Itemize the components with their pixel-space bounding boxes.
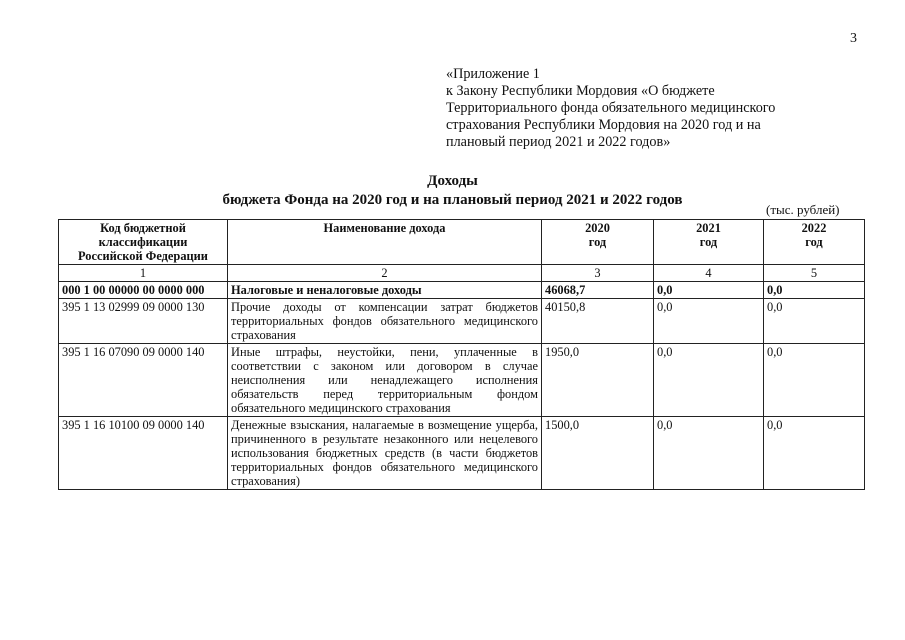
row-value-2020: 46068,7 <box>542 282 654 299</box>
title-line-1: Доходы <box>427 173 478 189</box>
column-number: 4 <box>654 265 764 282</box>
row-value-2022: 0,0 <box>764 282 865 299</box>
header-year: 2021 <box>696 221 721 235</box>
header-code-line: классификации <box>98 235 188 249</box>
row-name: Иные штрафы, неустойки, пени, уплаченные в соответствии с законом или договором в случае неисполнения или ненадлежащего исполнения обязательств перед территориальным фондом обязательного медицинского страхования <box>228 344 542 417</box>
table-row <box>59 299 865 344</box>
header-code <box>59 220 228 265</box>
row-value-2020: 40150,8 <box>542 299 654 344</box>
row-value-2021: 0,0 <box>654 417 764 490</box>
row-value-2021: 0,0 <box>654 282 764 299</box>
header-2022 <box>764 220 865 265</box>
row-code: 395 1 16 07090 09 0000 140 <box>59 344 228 417</box>
header-year: 2020 <box>585 221 610 235</box>
row-name: Прочие доходы от компенсации затрат бюджетов территориальных фондов обязательного медицинского страхования <box>228 299 542 344</box>
appendix-line: Территориального фонда обязательного медицинского <box>446 100 776 116</box>
table-row <box>59 282 865 299</box>
header-year-unit: год <box>588 235 607 249</box>
column-number: 5 <box>764 265 865 282</box>
row-name: Денежные взыскания, налагаемые в возмещение ущерба, причиненного в результате незаконного или нецелевого использования бюджетных средств (в части бюджетов территориальных фондов обязательного медицинского страхования) <box>228 417 542 490</box>
appendix-line: плановый период 2021 и 2022 годов» <box>446 134 671 150</box>
column-number: 1 <box>59 265 228 282</box>
header-name: Наименование дохода <box>228 220 542 265</box>
header-year-unit: год <box>699 235 718 249</box>
row-value-2022: 0,0 <box>764 299 865 344</box>
row-code: 395 1 13 02999 09 0000 130 <box>59 299 228 344</box>
table-header-row <box>59 220 865 265</box>
appendix-line: к Закону Республики Мордовия «О бюджете <box>446 83 715 99</box>
header-year-unit: год <box>805 235 823 249</box>
table-row <box>59 344 865 417</box>
row-value-2021: 0,0 <box>654 344 764 417</box>
row-value-2021: 0,0 <box>654 299 764 344</box>
column-number-row <box>59 265 865 282</box>
table-row <box>59 417 865 490</box>
header-2020 <box>542 220 654 265</box>
header-code-line: Код бюджетной <box>100 221 186 235</box>
column-number: 3 <box>542 265 654 282</box>
header-code-line: Российской Федерации <box>78 249 208 263</box>
row-value-2022: 0,0 <box>764 344 865 417</box>
row-name: Налоговые и неналоговые доходы <box>228 282 542 299</box>
revenue-table <box>58 219 865 490</box>
header-year: 2022 <box>801 221 827 235</box>
row-value-2020: 1950,0 <box>542 344 654 417</box>
header-2021 <box>654 220 764 265</box>
units-label: (тыс. рублей) <box>766 202 840 217</box>
row-code: 000 1 00 00000 00 0000 000 <box>59 282 228 299</box>
appendix-header <box>446 66 775 151</box>
appendix-line: «Приложение 1 <box>446 66 540 82</box>
row-code: 395 1 16 10100 09 0000 140 <box>59 417 228 490</box>
title-line-2: бюджета Фонда на 2020 год и на плановый период 2021 и 2022 годов <box>222 192 683 208</box>
appendix-line: страхования Республики Мордовия на 2020 год и на <box>446 117 761 133</box>
row-value-2020: 1500,0 <box>542 417 654 490</box>
row-value-2022: 0,0 <box>764 417 865 490</box>
column-number: 2 <box>228 265 542 282</box>
page-number: 3 <box>850 31 857 46</box>
